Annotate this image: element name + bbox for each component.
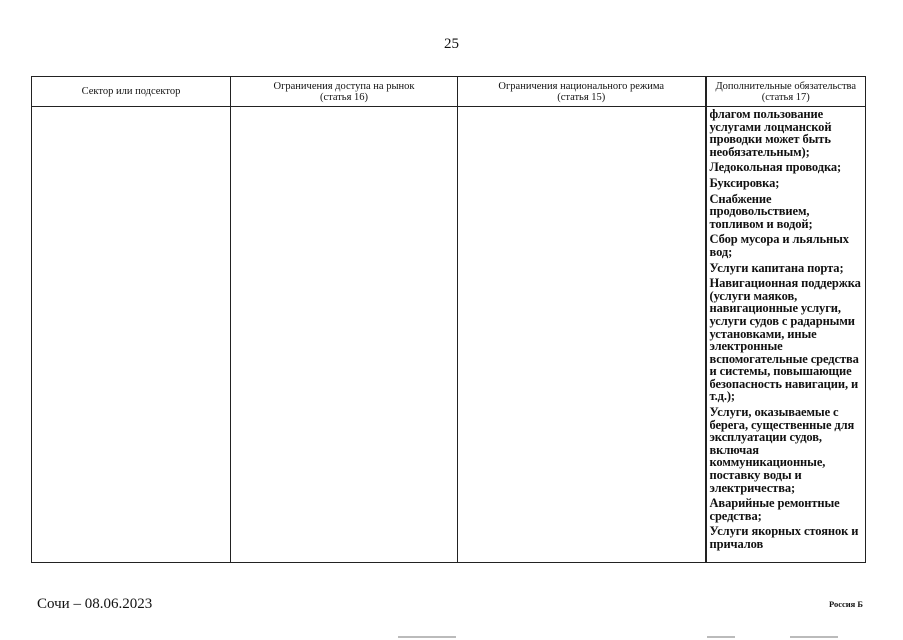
- scan-mark: [790, 636, 838, 638]
- commitment-entry: Сбор мусора и льяльных вод;: [709, 232, 849, 259]
- commitment-entry: Аварийные ремонтные средства;: [709, 496, 840, 523]
- cell-additional-commitments: [706, 107, 866, 563]
- commitment-entry: Ледокольная проводка;: [709, 160, 842, 175]
- cell-market-access: [231, 107, 458, 563]
- footer-country-code: Россия Б: [828, 599, 863, 609]
- scan-mark: [398, 636, 456, 638]
- table-header-row: [32, 77, 866, 107]
- commitments-table: [31, 76, 866, 563]
- table-body-row: [32, 107, 866, 563]
- header-market-access: [231, 77, 458, 107]
- header-additional-commitments: [706, 77, 866, 107]
- header-additional-commitments-label: Дополнительные обязательства: [715, 80, 857, 92]
- cell-sector: [32, 107, 231, 563]
- commitment-entry: Услуги, оказываемые с берега, существенные для эксплуатации судов, включая коммуникационные, поставку воды и электричества;: [709, 405, 855, 495]
- scan-mark: [707, 636, 735, 638]
- header-sector: [32, 77, 231, 107]
- header-additional-commitments-article: (статья 17): [761, 91, 810, 103]
- commitment-entry: Услуги капитана порта;: [709, 260, 844, 275]
- commitment-entry: Снабжение продовольствием, топливом и водой;: [709, 191, 813, 231]
- header-national-treatment-label: Ограничения национального режима: [498, 80, 665, 92]
- cell-national-treatment: [458, 107, 706, 563]
- header-market-access-label: Ограничения доступа на рынок: [273, 80, 415, 92]
- footer-place-date: Сочи – 08.06.2023: [37, 596, 153, 612]
- header-national-treatment-article: (статья 15): [557, 91, 606, 103]
- header-national-treatment: [458, 77, 706, 107]
- commitment-entry: Услуги якорных стоянок и причалов: [709, 524, 859, 551]
- commitment-entry: флагом пользование услугами лоцманской проводки может быть необязательным);: [709, 107, 832, 159]
- page-number: 25: [444, 36, 459, 52]
- header-sector-label: Сектор или подсектор: [81, 86, 181, 97]
- commitment-entry: Навигационная поддержка (услуги маяков, навигационные услуги, услуги судов с радарными установками, иные электронные вспомогательные средства и системы, повышающие безопасность навигации, и т.д.);: [709, 276, 861, 404]
- header-market-access-article: (статья 16): [319, 91, 369, 103]
- commitment-entry: Буксировка;: [709, 175, 780, 190]
